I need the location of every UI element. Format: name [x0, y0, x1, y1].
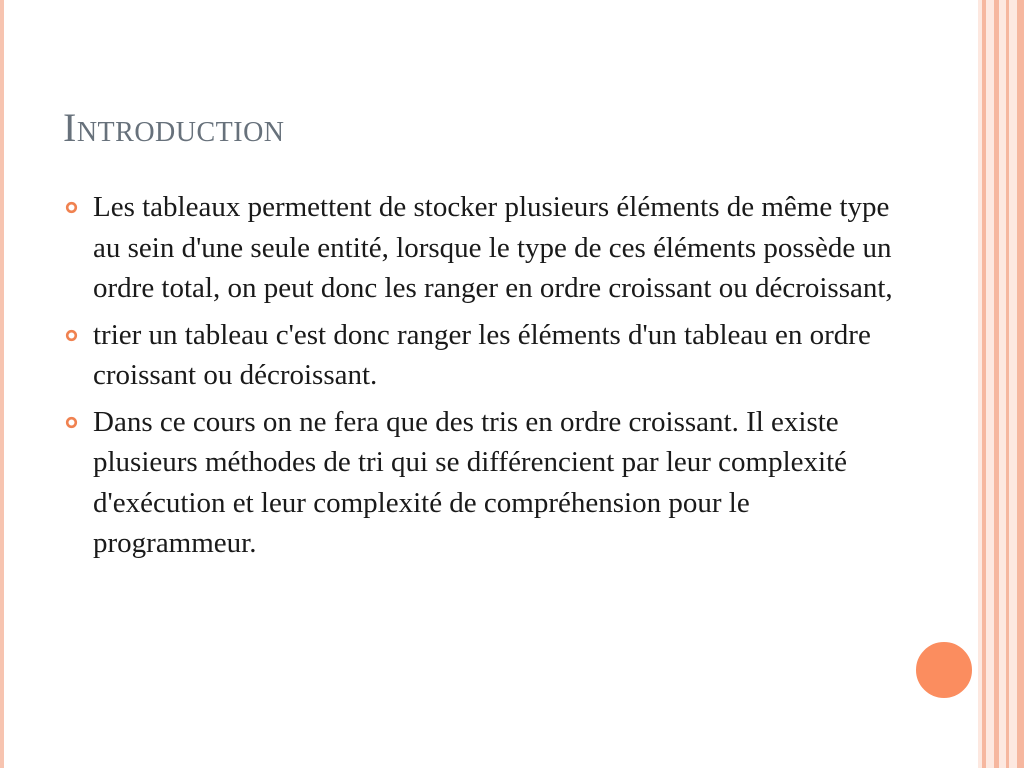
- right-frame-stripe: [982, 0, 986, 768]
- bullet-item: [63, 315, 893, 396]
- bullet-list: [63, 187, 893, 570]
- slide-title: Introduction: [63, 105, 285, 150]
- ring-bullet-icon: [65, 416, 78, 429]
- bullet-text: trier un tableau c'est donc ranger les éléments d'un tableau en ordre croissant ou décroissant.: [93, 318, 871, 391]
- right-frame-stripe: [1017, 0, 1024, 768]
- bullet-text: Dans ce cours on ne fera que des tris en ordre croissant. Il existe plusieurs méthodes de tri qui se différencient par leur complexité d'exécution et leur complexité de compréhension pour le programmeur.: [93, 405, 848, 559]
- bullet-item: [63, 187, 893, 309]
- bullet-text: Les tableaux permettent de stocker plusieurs éléments de même type au sein d'une seule entité, lorsque le type de ces éléments possède un ordre total, on peut donc les ranger en ordre croissant ou décroissant,: [93, 191, 893, 304]
- right-frame-stripe: [994, 0, 999, 768]
- right-frame-stripe: [1006, 0, 1009, 768]
- left-frame-border: [0, 0, 4, 768]
- bullet-item: [63, 402, 893, 564]
- ring-bullet-icon: [65, 201, 78, 214]
- ring-bullet-icon: [65, 329, 78, 342]
- decorative-circle: [913, 639, 975, 701]
